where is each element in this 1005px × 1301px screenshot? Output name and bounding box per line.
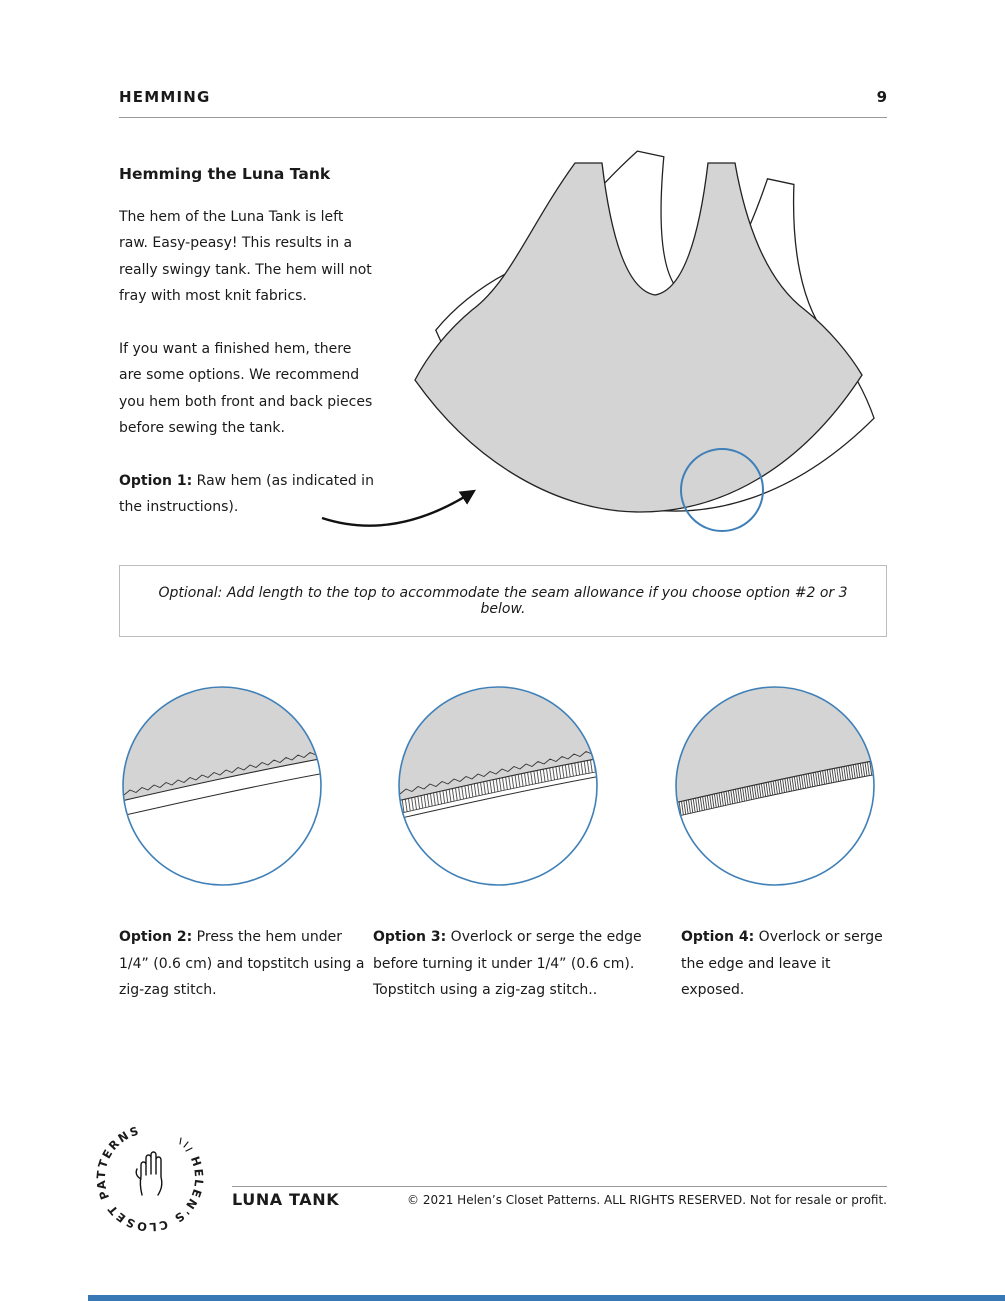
optional-note-text: Optional: Add length to the top to accommodate the seam allowance if you choose option #2 or 3 below.: [158, 585, 848, 617]
footer-divider: [232, 1186, 887, 1187]
option-2-caption: [119, 924, 371, 1004]
tank-illustration-svg: [310, 150, 895, 545]
hem-option-3-illustration: [394, 682, 602, 894]
hem-pointer-arrow: [322, 491, 474, 526]
option-4-label: Option 4:: [681, 929, 755, 945]
page-number: 9: [876, 88, 887, 106]
svg-text:HELEN'S CLOSET PATTERNS: [94, 1123, 206, 1234]
option-4-text: Overlock or serge the edge and leave it exposed.: [681, 929, 883, 998]
option-4-caption: [681, 924, 893, 1004]
article-title: Hemming the Luna Tank: [119, 165, 331, 183]
hand-icon: [136, 1152, 162, 1195]
logo-circular-text: HELEN'S CLOSET PATTERNS: [94, 1123, 206, 1234]
pattern-name: LUNA TANK: [232, 1190, 340, 1209]
optional-note-box: [119, 565, 887, 637]
hem-option-4-svg: [671, 682, 879, 890]
intro-paragraph-1: The hem of the Luna Tank is left raw. Easy-peasy! This results in a really swingy tank. The hem will not fray with most knit fabrics.: [119, 208, 372, 304]
publisher-logo: [94, 1122, 206, 1234]
copyright-notice: © 2021 Helen’s Closet Patterns. ALL RIGHTS RESERVED. Not for resale or profit.: [407, 1193, 887, 1207]
intro-paragraph-2: If you want a finished hem, there are some options. We recommend you hem both front and back pieces before sewing the tank.: [119, 340, 373, 436]
hem-option-3-svg: [394, 682, 602, 890]
section-heading: HEMMING: [119, 88, 211, 106]
header-divider: [119, 117, 887, 118]
option-3-caption: [373, 924, 645, 1004]
option-2-label: Option 2:: [119, 929, 193, 945]
option-1-text: Raw hem (as indicated in the instructions).: [119, 472, 374, 515]
option-2-text: Press the hem under 1/4” (0.6 cm) and topstitch using a zig-zag stitch.: [119, 929, 365, 998]
sparkle-icon: [180, 1138, 192, 1151]
hem-option-2-svg: [118, 682, 326, 890]
tank-illustration: [310, 150, 895, 545]
hem-option-2-illustration: [118, 682, 326, 894]
publisher-logo-svg: [94, 1122, 206, 1234]
option-3-label: Option 3:: [373, 929, 447, 945]
next-page-edge: [88, 1295, 1005, 1301]
option-1-label: Option 1:: [119, 472, 193, 489]
hem-option-4-illustration: [671, 682, 879, 894]
option-3-text: Overlock or serge the edge before turning it under 1/4” (0.6 cm). Topstitch using a zig-zag stitch..: [373, 929, 642, 998]
